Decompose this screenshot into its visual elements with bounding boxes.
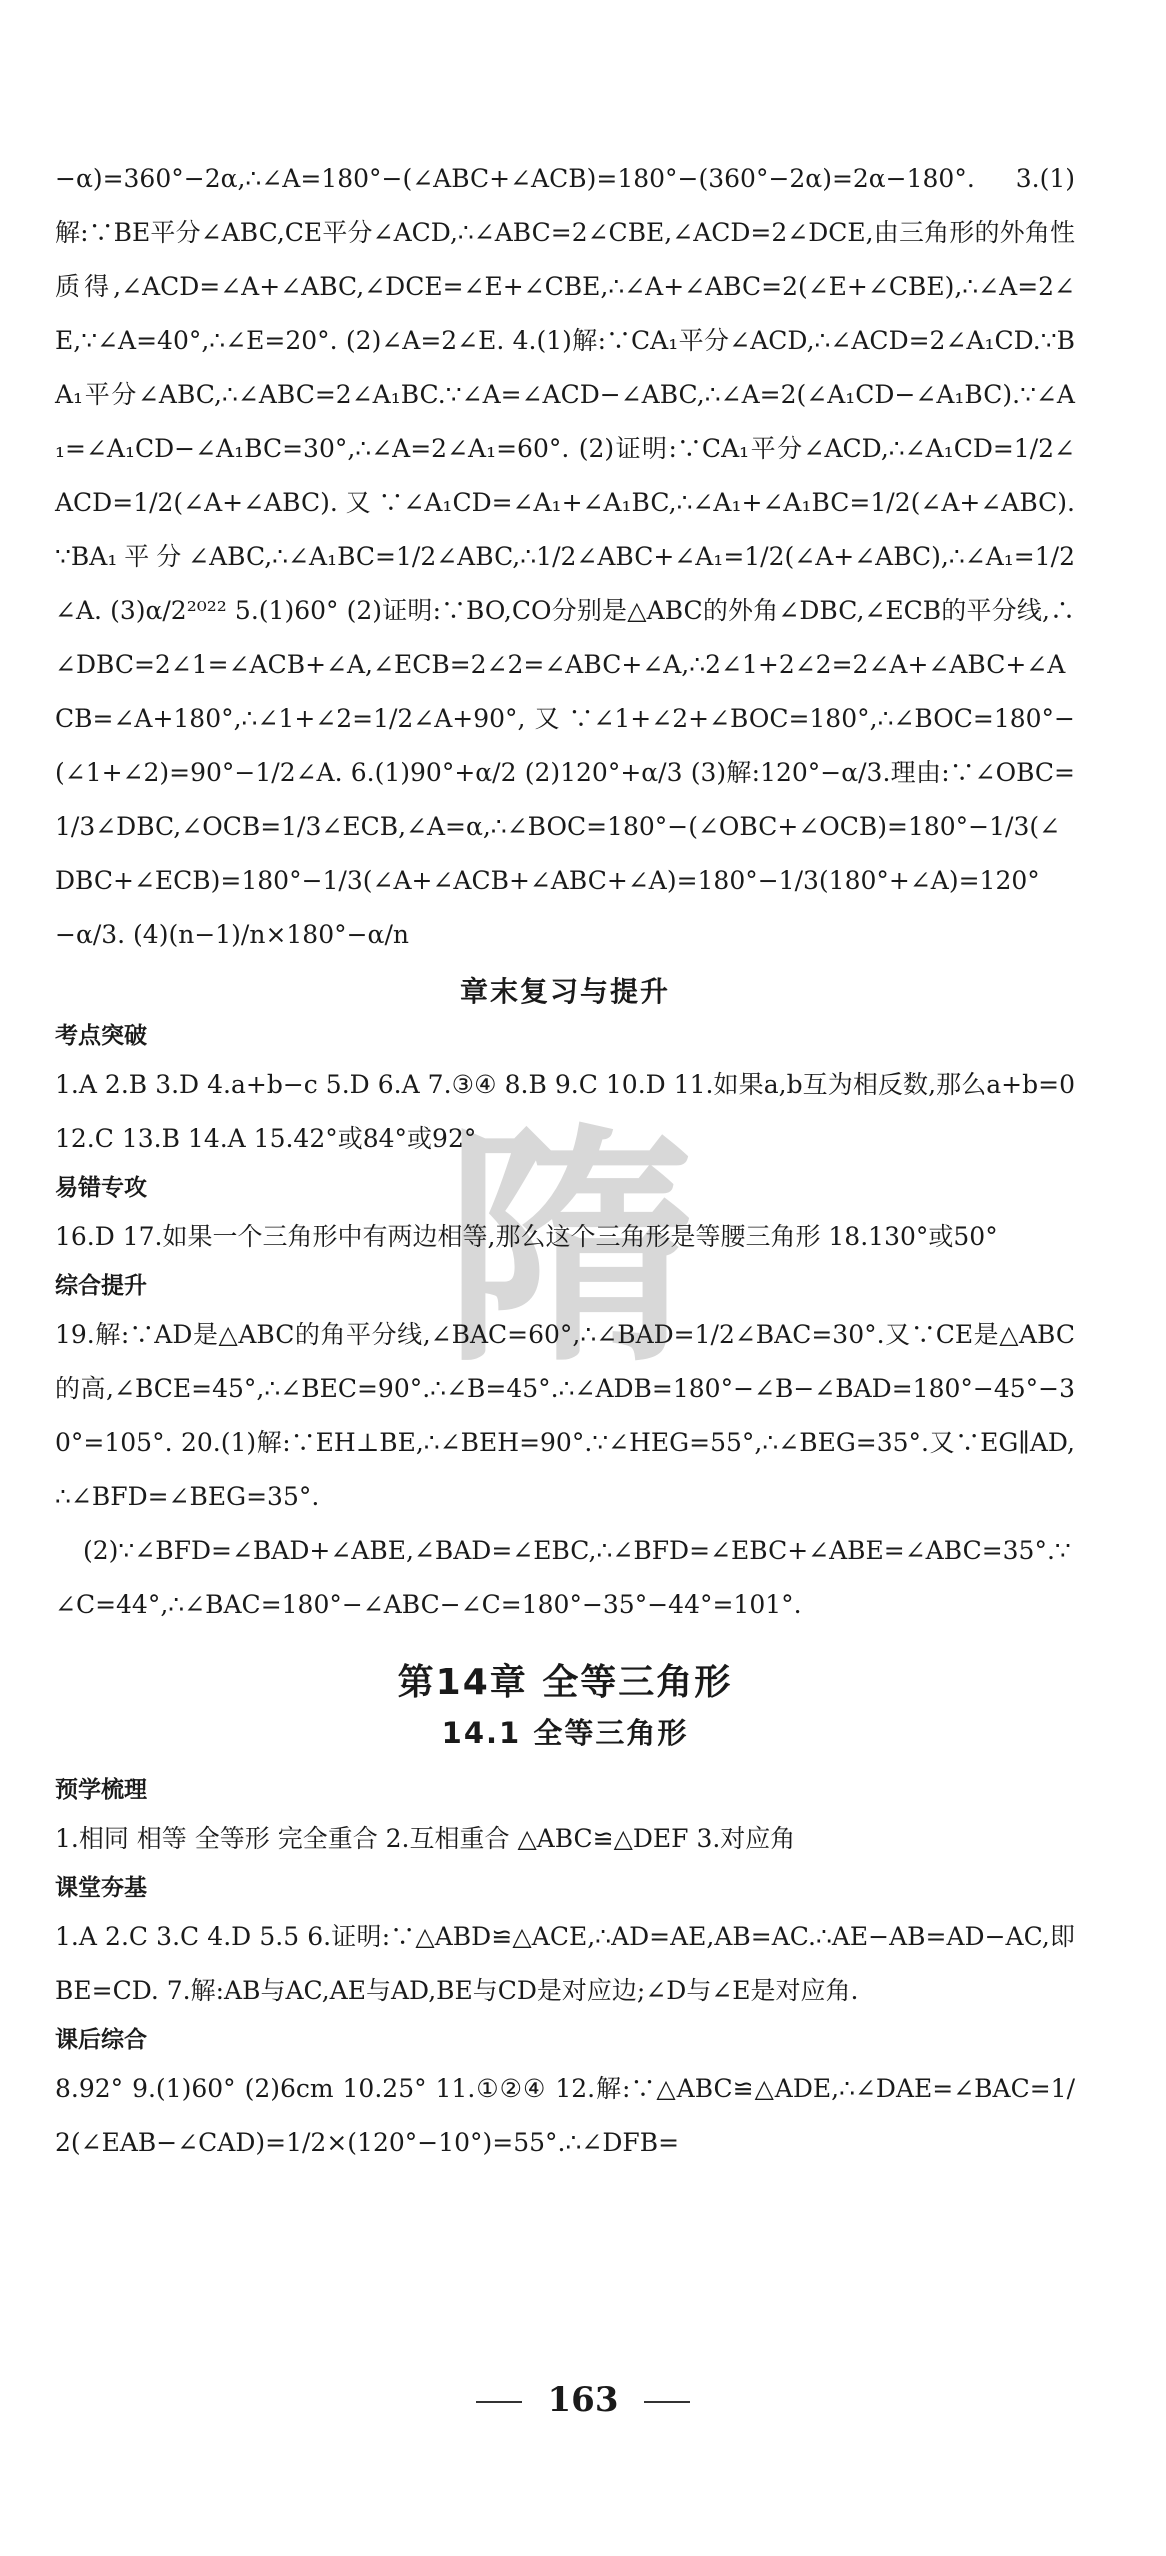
kaodian-answers: 1.A 2.B 3.D 4.a+b−c 5.D 6.A 7.③④ 8.B 9.C 10.D 11.如果a,b互为相反数,那么a+b=0 12.C 13.B 14.A 15.42°或84°或92°	[55, 1070, 1075, 1153]
zonghe-answers-2: (2)∵∠BFD=∠BAD+∠ABE,∠BAD=∠EBC,∴∠BFD=∠EBC+∠ABE=∠ABC=35°.∵∠C=44°,∴∠BAC=180°−∠ABC−∠C=180°−35°−44°=101°.	[55, 1536, 1071, 1619]
yicuo-answers: 16.D 17.如果一个三角形中有两边相等,那么这个三角形是等腰三角形 18.130°或50°	[55, 1222, 998, 1251]
kehou-answers: 8.92° 9.(1)60° (2)6cm 10.25° 11.①②④ 12.解:∵△ABC≌△ADE,∴∠DAE=∠BAC=1/2(∠EAB−∠CAD)=1/2×(120°−10°)=55°.∴∠DFB=	[55, 2074, 1075, 2157]
footer-dash-left	[476, 2401, 522, 2403]
yuxue-answers: 1.相同 相等 全等形 完全重合 2.互相重合 △ABC≌△DEF 3.对应角	[55, 1824, 796, 1853]
ketang-label: 课堂夯基	[55, 1875, 147, 1901]
zonghe-label: 综合提升	[55, 1273, 147, 1299]
page-footer	[0, 2380, 1166, 2420]
review-section-title: 章末复习与提升	[459, 975, 670, 1008]
watermark: 隋	[445, 1104, 695, 1395]
chapter-title: 第14章 全等三角形	[397, 1662, 733, 1703]
yuxue-label: 预学梳理	[55, 1777, 147, 1803]
page-number: 163	[547, 2380, 619, 2420]
kaodian-label: 考点突破	[55, 1023, 147, 1049]
kehou-label: 课后综合	[55, 2027, 147, 2053]
yicuo-label: 易错专攻	[55, 1175, 147, 1201]
zonghe-answers-1: 19.解:∵AD是△ABC的角平分线,∠BAC=60°,∴∠BAD=1/2∠BAC=30°.又∵CE是△ABC的高,∠BCE=45°,∴∠BEC=90°.∴∠B=45°.∴∠ADB=180°−∠B−∠BAD=180°−45°−30°=105°. 20.(1)解:∵EH⊥BE,∴∠BEH=90°.∵∠HEG=55°,∴∠BEG=35°.又∵EG∥AD,∴∠BFD=∠BEG=35°.	[55, 1320, 1075, 1511]
answer-paragraph: −α)=360°−2α,∴∠A=180°−(∠ABC+∠ACB)=180°−(360°−2α)=2α−180°. 3.(1)解:∵BE平分∠ABC,CE平分∠ACD,∴∠ABC=2∠CBE,∠ACD=2∠DCE,由三角形的外角性质得,∠ACD=∠A+∠ABC,∠DCE=∠E+∠CBE,∴∠A+∠ABC=2(∠E+∠CBE),∴∠A=2∠E,∵∠A=40°,∴∠E=20°. (2)∠A=2∠E. 4.(1)解:∵CA₁平分∠ACD,∴∠ACD=2∠A₁CD.∵BA₁平分∠ABC,∴∠ABC=2∠A₁BC.∵∠A=∠ACD−∠ABC,∴∠A=2(∠A₁CD−∠A₁BC).∵∠A₁=∠A₁CD−∠A₁BC=30°,∴∠A=2∠A₁=60°. (2)证明:∵CA₁平分∠ACD,∴∠A₁CD=1/2∠ACD=1/2(∠A+∠ABC).又∵∠A₁CD=∠A₁+∠A₁BC,∴∠A₁+∠A₁BC=1/2(∠A+∠ABC).∵BA₁平分∠ABC,∴∠A₁BC=1/2∠ABC,∴1/2∠ABC+∠A₁=1/2(∠A+∠ABC),∴∠A₁=1/2∠A. (3)α/2²⁰²² 5.(1)60° (2)证明:∵BO,CO分别是△ABC的外角∠DBC,∠ECB的平分线,∴∠DBC=2∠1=∠ACB+∠A,∠ECB=2∠2=∠ABC+∠A,∴2∠1+2∠2=2∠A+∠ABC+∠ACB=∠A+180°,∴∠1+∠2=1/2∠A+90°,又∵∠1+∠2+∠BOC=180°,∴∠BOC=180°−(∠1+∠2)=90°−1/2∠A. 6.(1)90°+α/2 (2)120°+α/3 (3)解:120°−α/3.理由:∵∠OBC=1/3∠DBC,∠OCB=1/3∠ECB,∠A=α,∴∠BOC=180°−(∠OBC+∠OCB)=180°−1/3(∠DBC+∠ECB)=180°−1/3(∠A+∠ACB+∠ABC+∠A)=180°−1/3(180°+∠A)=120°−α/3. (4)(n−1)/n×180°−α/n	[55, 164, 1075, 949]
footer-dash-right	[644, 2401, 690, 2403]
answer-page	[55, 0, 1075, 2170]
ketang-answers: 1.A 2.C 3.C 4.D 5.5 6.证明:∵△ABD≌△ACE,∴AD=AE,AB=AC.∴AE−AB=AD−AC,即BE=CD. 7.解:AB与AC,AE与AD,BE与CD是对应边;∠D与∠E是对应角.	[55, 1922, 1075, 2005]
section-title: 14.1 全等三角形	[441, 1716, 689, 1750]
